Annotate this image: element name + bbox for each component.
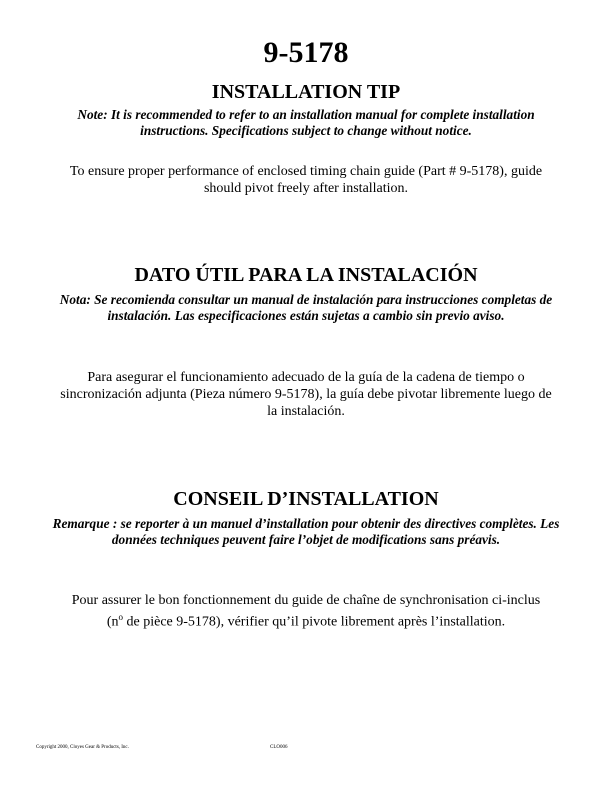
french-body-line1: Pour assurer le bon fonctionnement du guide de chaîne de synchronisation ci-inclus xyxy=(71,593,541,608)
footer-code: CLO006 xyxy=(270,745,288,750)
french-heading: CONSEIL D’INSTALLATION xyxy=(173,488,439,510)
french-note: Remarque : se reporter à un manuel d’installation pour obtenir des directives complètes. Les données techniques peuvent faire l’objet de modifications sans préavis. xyxy=(52,516,560,547)
english-note: Note: It is recommended to refer to an installation manual for complete installation instructions. Specifications subject to change without notice. xyxy=(77,107,535,138)
footer-copyright: Copyright 2000, Cloyes Gear & Products, Inc. xyxy=(36,745,129,750)
french-body-open-paren: (n xyxy=(106,614,119,630)
french-body-superscript: o xyxy=(118,612,123,622)
french-body-line2: de pièce 9-5178), vérifier qu’il pivote librement après l’installation. xyxy=(123,614,506,630)
spanish-heading: DATO ÚTIL PARA LA INSTALACIÓN xyxy=(134,264,478,286)
part-number-title: 9-5178 xyxy=(263,36,349,69)
spanish-note: Nota: Se recomienda consultar un manual de instalación para instrucciones completas de instalación. Las especificaciones están sujetas a cambio sin previo aviso. xyxy=(59,292,553,323)
english-heading: INSTALLATION TIP xyxy=(211,81,401,103)
french-body xyxy=(26,592,586,631)
spanish-body: Para asegurar el funcionamiento adecuado de la guía de la cadena de tiempo o sincronización adjunta (Pieza número 9-5178), la guía debe pivotar libremente luego de la instalación. xyxy=(60,370,552,419)
english-body: To ensure proper performance of enclosed timing chain guide (Part # 9-5178), guide should pivot freely after installation. xyxy=(69,164,543,196)
